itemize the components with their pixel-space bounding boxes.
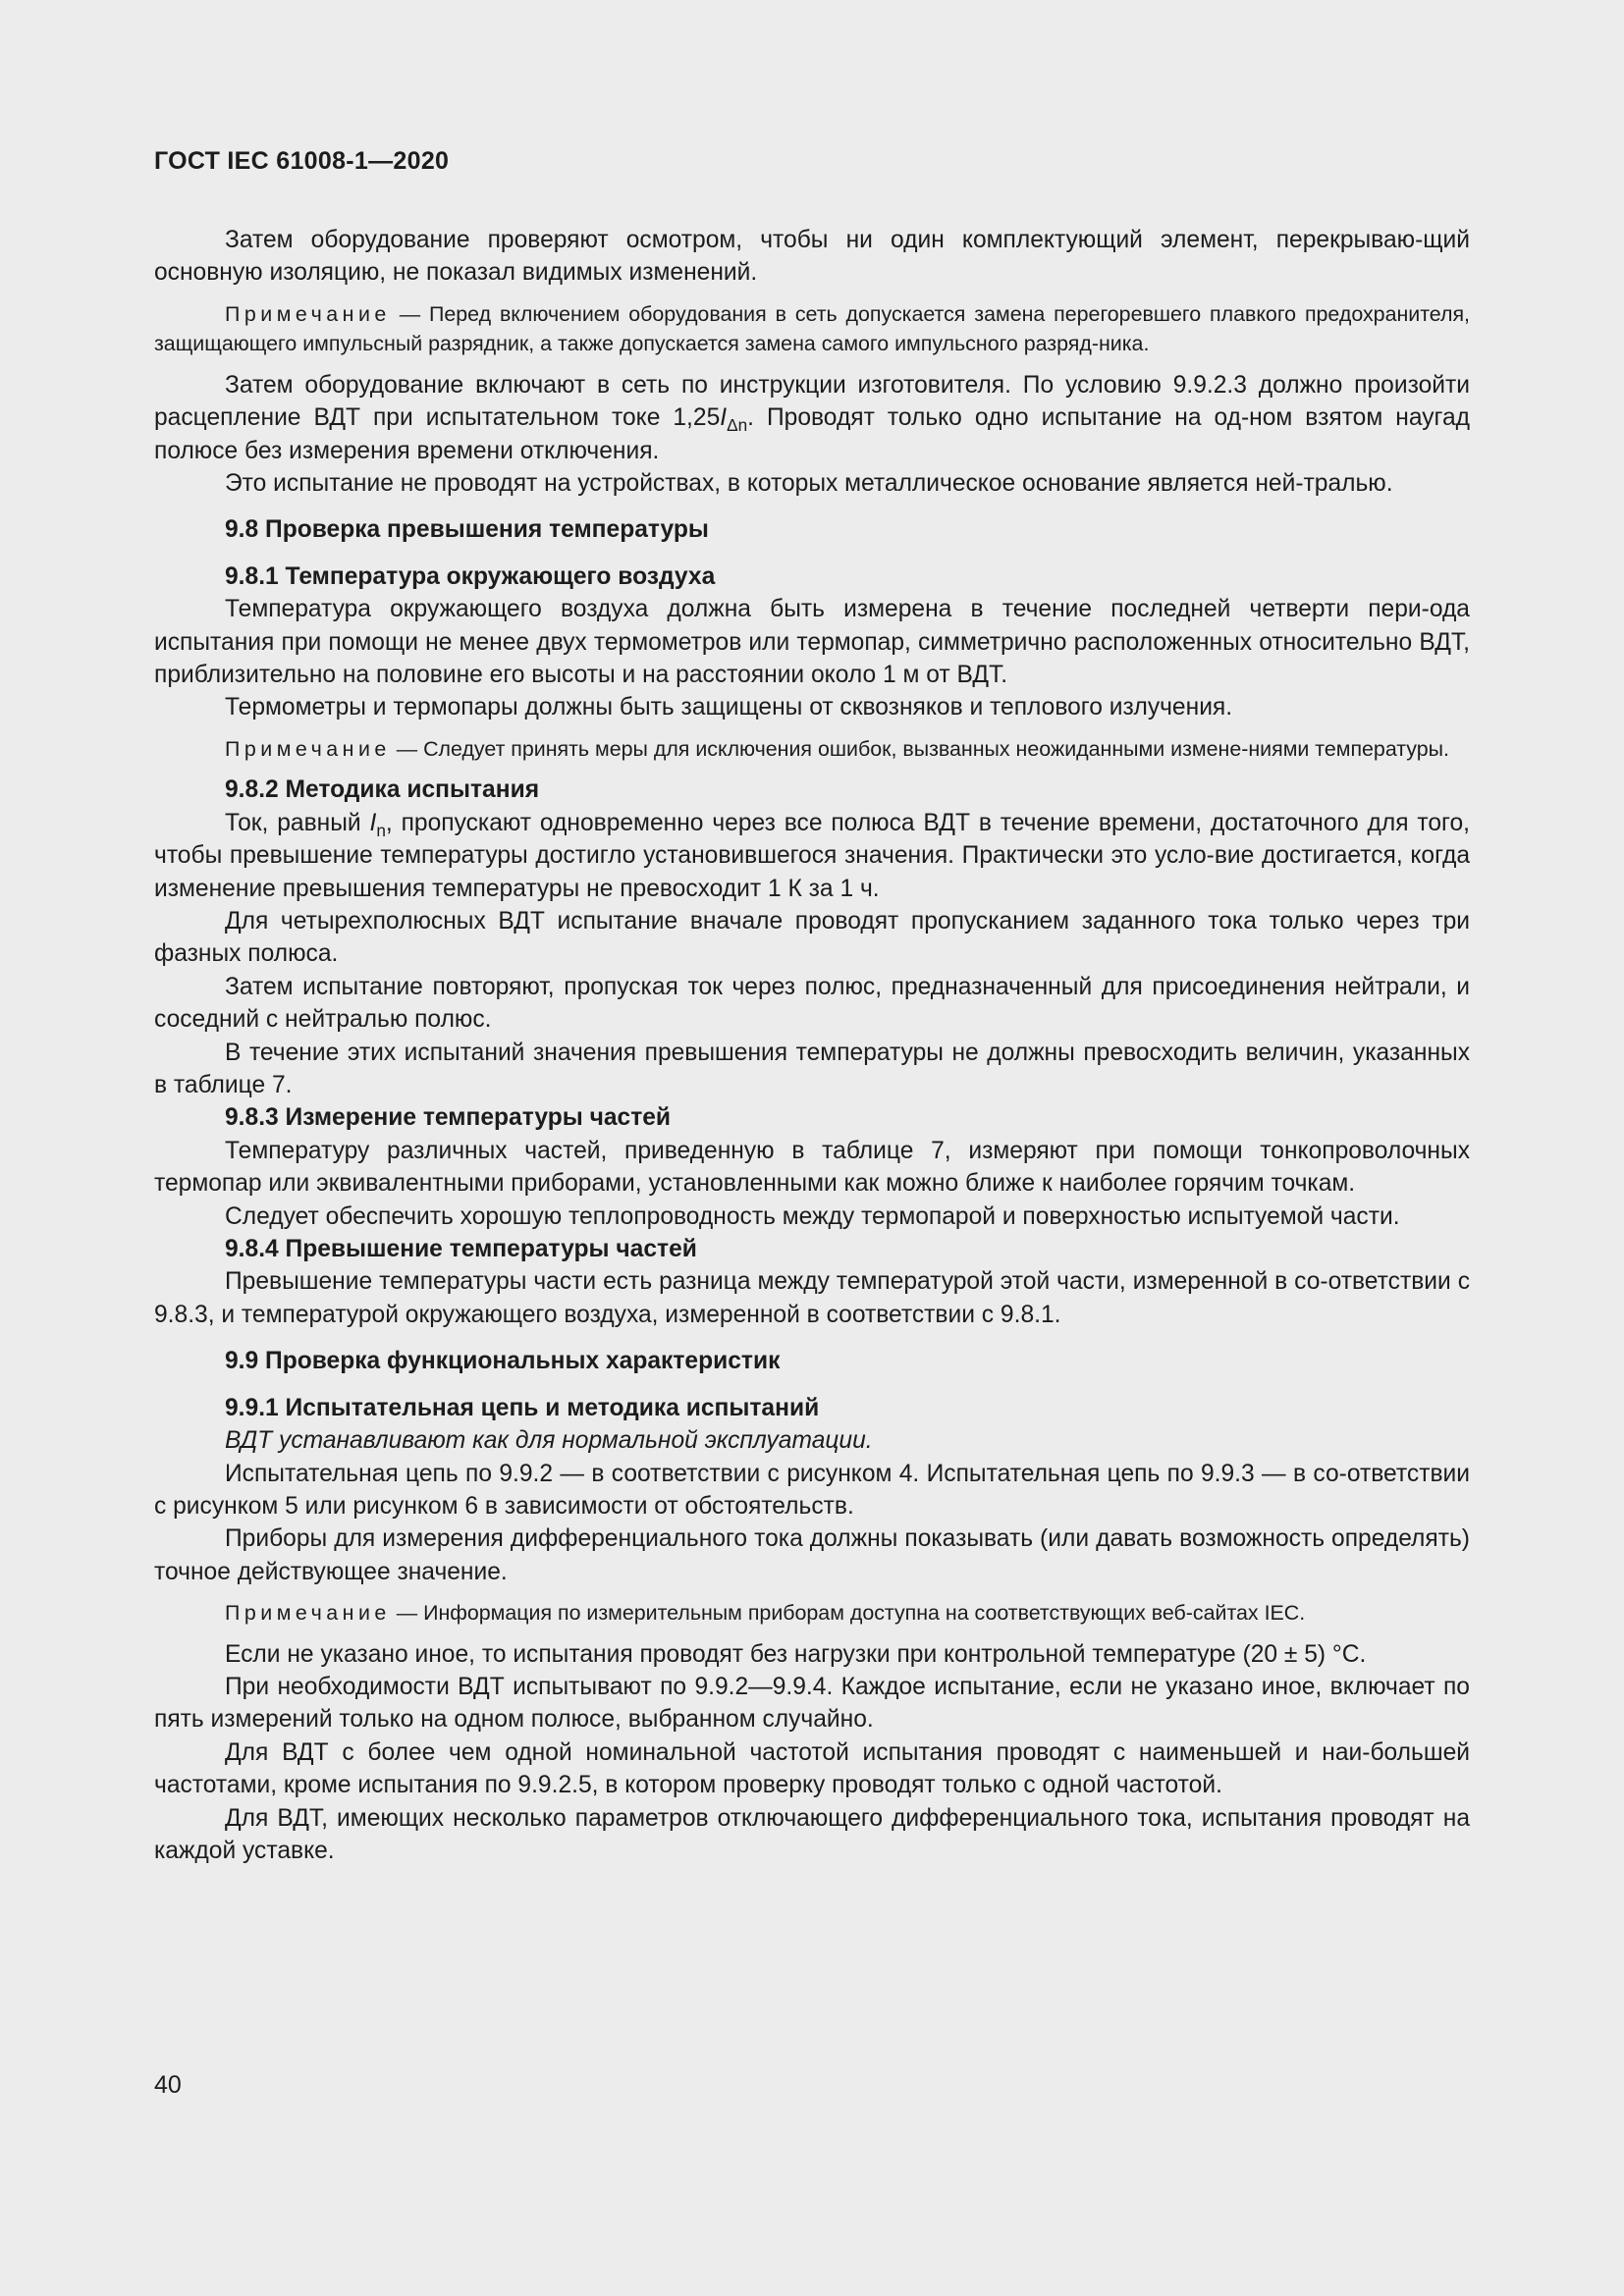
note-dash: — <box>390 1601 424 1626</box>
paragraph: Температуру различных частей, приведенную в таблице 7, измеряют при помощи тонкопроволочных термопар или эквивалентными приборами, установленными как можно ближе к наиболее горячим точкам. <box>154 1137 1470 1198</box>
section-heading-9-8-2: 9.8.2 Методика испытания <box>225 776 540 804</box>
paragraph: Затем испытание повторяют, пропуская ток через полюс, предназначенный для присоединения нейтрали, и соседний с нейтралью полюс. <box>154 973 1470 1034</box>
page-number: 40 <box>154 2071 182 2099</box>
paragraph: При необходимости ВДТ испытывают по 9.9.2—9.9.4. Каждое испытание, если не указано иное, включает по пять измерений только на одном полюсе, выбранном случайно. <box>154 1674 1470 1734</box>
symbol-i: I <box>369 809 377 836</box>
paragraph: Для четырехполюсных ВДТ испытание вначале проводят пропусканием заданного тока только через три фазных полюса. <box>154 908 1470 968</box>
note-label: Примечание <box>225 1601 391 1626</box>
paragraph: ВДТ устанавливают как для нормальной эксплуатации. <box>225 1427 873 1455</box>
note-text: Перед включением оборудования в сеть допускается замена перегоревшего плавкого предохранителя, защищающего импульсный разрядник, а также допускается замена самого импульсного разряд-ника. <box>154 301 1470 356</box>
paragraph: Превышение температуры части есть разница между температурой этой части, измеренной в со-ответствии с 9.8.3, и температурой окружающего воздуха, измеренной в соответствии с 9.8.1. <box>154 1268 1470 1328</box>
section-heading-9-8: 9.8 Проверка превышения температуры <box>225 516 709 544</box>
text-run: Ток, равный <box>225 809 370 836</box>
paragraph <box>154 807 1470 905</box>
symbol-subscript: Δn <box>727 415 748 436</box>
note-text: Информация по измерительным приборам доступна на соответствующих веб-сайтах IEC. <box>423 1601 1306 1626</box>
paragraph: Для ВДТ с более чем одной номинальной частотой испытания проводят с наименьшей и наи-большей частотами, кроме испытания по 9.9.2.5, в котором проверку проводят только с одной частотой. <box>154 1738 1470 1799</box>
paragraph: Если не указано иное, то испытания проводят без нагрузки при контрольной температуре (20 ± 5) °С. <box>225 1640 1367 1668</box>
text-run: . Проводят только одно испытание на од-ном взятом наугад полюсе без измерения времени отключения. <box>154 404 1470 464</box>
paragraph: Это испытание не проводят на устройствах, в которых металлическое основание является ней-тралью. <box>225 470 1393 498</box>
section-heading-9-8-4: 9.8.4 Превышение температуры частей <box>225 1236 697 1263</box>
note-label: Примечание <box>225 301 391 326</box>
document-header: ГОСТ IEC 61008-1—2020 <box>154 147 450 175</box>
paragraph: Приборы для измерения дифференциального тока должны показывать (или давать возможность определять) точное действующее значение. <box>154 1525 1470 1585</box>
note <box>154 299 1470 359</box>
paragraph: Следует обеспечить хорошую теплопроводность между термопарой и поверхностью испытуемой части. <box>225 1202 1400 1230</box>
section-heading-9-8-1: 9.8.1 Температура окружающего воздуха <box>225 562 716 590</box>
symbol-subscript: n <box>376 820 386 840</box>
document-body <box>154 224 1470 1867</box>
note-dash: — <box>390 301 429 326</box>
section-heading-9-8-3: 9.8.3 Измерение температуры частей <box>225 1104 672 1132</box>
paragraph: Термометры и термопары должны быть защищены от сквозняков и теплового излучения. <box>225 694 1233 721</box>
note <box>154 1598 1470 1629</box>
paragraph: Испытательная цепь по 9.9.2 — в соответствии с рисунком 4. Испытательная цепь по 9.9.3 — в со-ответствии с рисунком 5 или рисунком 6 в зависимости от обстоятельств. <box>154 1460 1470 1520</box>
section-heading-9-9: 9.9 Проверка функциональных характеристик <box>225 1348 781 1375</box>
symbol-i: I <box>720 404 728 432</box>
paragraph <box>154 369 1470 467</box>
paragraph: Температура окружающего воздуха должна быть измерена в течение последней четверти пери-ода испытания при помощи не менее двух термометров или термопар, симметрично расположенных относительно ВДТ, приблизительно на половине его высоты и на расстоянии около 1 м от ВДТ. <box>154 596 1470 689</box>
text-run: , пропускают одновременно через все полюса ВДТ в течение времени, достаточного для того, чтобы превышение температуры достигло установившегося значения. Практически это усло-вие достигается, когда изменение превышения температуры не превосходит 1 К за 1 ч. <box>154 809 1470 902</box>
note <box>154 734 1470 765</box>
paragraph: Затем оборудование проверяют осмотром, чтобы ни один комплектующий элемент, перекрываю-щий основную изоляцию, не показал видимых изменений. <box>154 227 1470 287</box>
text-run: Затем оборудование включают в сеть по инструкции изготовителя. По условию 9.9.2.3 должно произойти расцепление ВДТ при испытательном токе 1,25 <box>154 371 1470 432</box>
section-heading-9-9-1: 9.9.1 Испытательная цепь и методика испытаний <box>225 1394 820 1421</box>
note-label: Примечание <box>225 736 391 761</box>
paragraph: Для ВДТ, имеющих несколько параметров отключающего дифференциального тока, испытания проводят на каждой уставке. <box>154 1804 1470 1865</box>
note-dash: — <box>390 736 424 761</box>
paragraph: В течение этих испытаний значения превышения температуры не должны превосходить величин, указанных в таблице 7. <box>154 1039 1470 1099</box>
note-text: Следует принять меры для исключения ошибок, вызванных неожиданными измене-ниями температуры. <box>423 736 1449 761</box>
